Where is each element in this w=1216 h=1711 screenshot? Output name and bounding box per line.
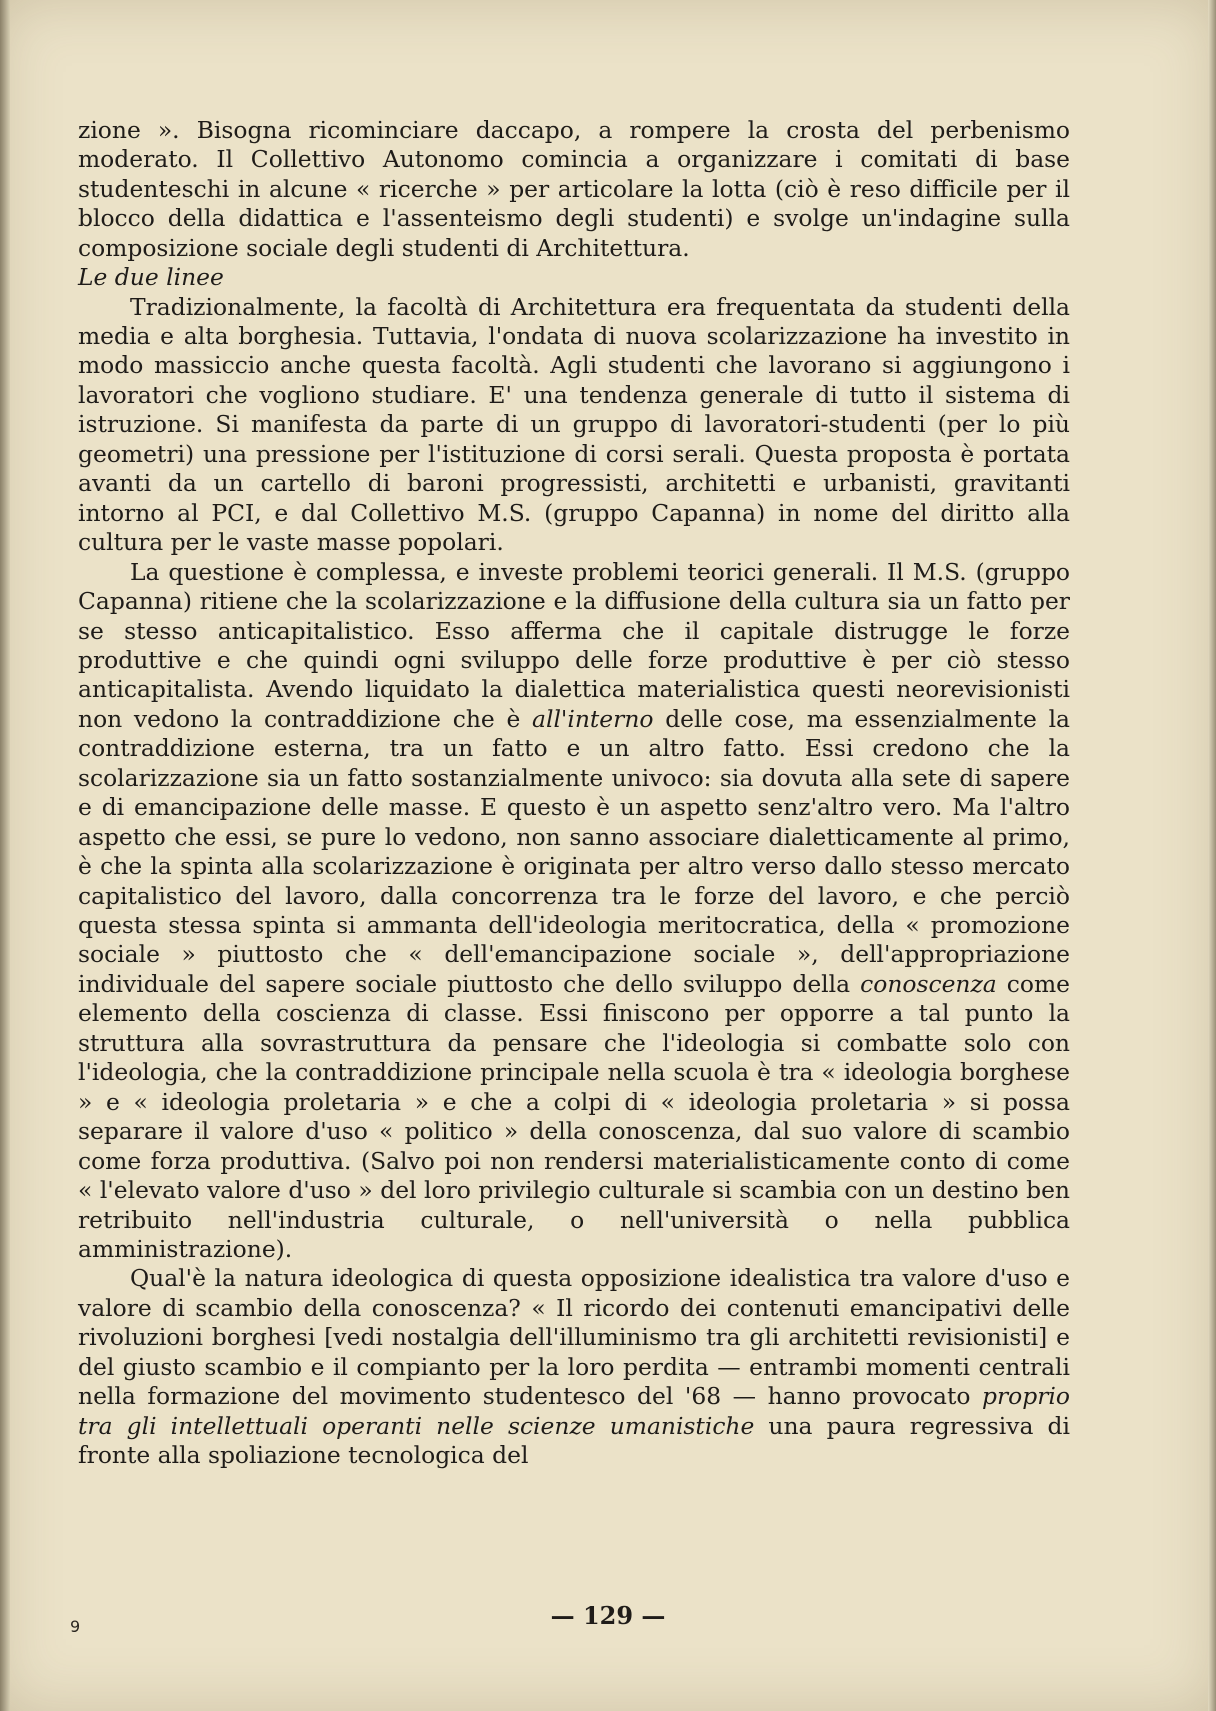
paragraph-3-part-c: delle cose, ma essenzialmente la contraddizione esterna, tra un fatto e un altro fatto. Essi credono che la scolarizzazione sia un fatto sostanzialmente univoco: sia dovuta alla sete di sapere e di emancipazione delle masse. E questo è un aspetto senz'altro vero. Ma l'altro aspetto che essi, se pure lo vedono, non sanno associare dialetticamente al primo, è che la spinta alla scolarizzazione è originata per altro verso dallo stesso mercato capitalistico del lavoro, dalla concorrenza tra le forze del lavoro, e che perciò questa stessa spinta si ammanta dell'ideologia meritocratica, della « promozione sociale » piuttosto che « dell'emancipazione sociale », dell'appropriazione individuale del sapere sociale piuttosto che dello sviluppo della [78, 704, 1070, 998]
paragraph-1: zione ». Bisogna ricominciare daccapo, a rompere la crosta del perbenismo moderato. Il Collettivo Autonomo comincia a organizzare i comitati di base studenteschi in alcune « ricerche » per articolare la lotta (ciò è reso difficile per il blocco della didattica e l'assenteismo degli studenti) e svolge un'indagine sulla composizione sociale degli studenti di Architettura. [78, 116, 1070, 262]
paragraph-4-part-a: Qual'è la natura ideologica di questa opposizione idealistica tra valore d'uso e valore di scambio della conoscenza? « Il ricordo dei contenuti emancipativi delle rivoluzioni borghesi [vedi nostalgia dell'illuminismo tra gli architetti revisionisti] e del giusto scambio e il compianto per la loro perdita — entrambi momenti centrali nella formazione del movimento studentesco del '68 — hanno provocato [78, 1264, 1070, 1411]
paragraph-3 [78, 558, 1070, 1265]
page-number: — 129 — [550, 1601, 666, 1630]
paragraph-4 [78, 1264, 1070, 1470]
body-text [78, 116, 1070, 1471]
emphasis-all-interno: all'interno [532, 704, 654, 733]
paragraph-4-part-c: una paura regressiva di fronte alla spoliazione tecnologica del [78, 1411, 1070, 1470]
paragraph-3-part-a: La questione è complessa, e investe problemi teorici generali. Il M.S. (gruppo Capanna) ritiene che la scolarizzazione e la diffusione della cultura sia un fatto per se stesso anticapitalistico. Esso afferma che il capitale distrugge le forze produttive e che quindi ogni sviluppo delle forze produttive è per ciò stesso anticapitalista. Avendo liquidato la dialettica materialistica questi neorevisionisti non vedono la contraddizione che è [78, 557, 1070, 733]
section-heading: Le due linee [78, 263, 224, 292]
page-left-shadow [0, 0, 10, 1711]
paragraph-3-part-e: come elemento della coscienza di classe. Essi finiscono per opporre a tal punto la struttura alla sovrastruttura da pensare che l'ideologia si combatte solo con l'ideologia, che la contraddizione principale nella scuola è tra « ideologia borghese » e « ideologia proletaria » e che a colpi di « ideologia proletaria » si possa separare il valore d'uso « politico » della conoscenza, dal suo valore di scambio come forza produttiva. (Salvo poi non rendersi materialisticamente conto di come « l'elevato valore d'uso » del loro privilegio culturale si scambia con un destino ben retribuito nell'industria culturale, o nell'università o nella pubblica amministrazione). [78, 969, 1070, 1264]
paragraph-2: Tradizionalmente, la facoltà di Architettura era frequentata da studenti della media e alta borghesia. Tuttavia, l'ondata di nuova scolarizzazione ha investito in modo massiccio anche questa facoltà. Agli studenti che lavorano si aggiungono i lavoratori che vogliono studiare. E' una tendenza generale di tutto il sistema di istruzione. Si manifesta da parte di un gruppo di lavoratori-studenti (per lo più geometri) una pressione per l'istituzione di corsi serali. Questa proposta è portata avanti da un cartello di baroni progressisti, architetti e urbanisti, gravitanti intorno al PCI, e dal Collettivo M.S. (gruppo Capanna) in nome del diritto alla cultura per le vaste masse popolari. [78, 292, 1070, 557]
emphasis-conoscenza: conoscenza [860, 969, 997, 998]
emphasis-intellettuali: proprio tra gli intellettuali operanti nelle scienze umanistiche [78, 1382, 1070, 1440]
page-right-shadow [1208, 0, 1216, 1711]
signature-mark: 9 [70, 1617, 81, 1636]
